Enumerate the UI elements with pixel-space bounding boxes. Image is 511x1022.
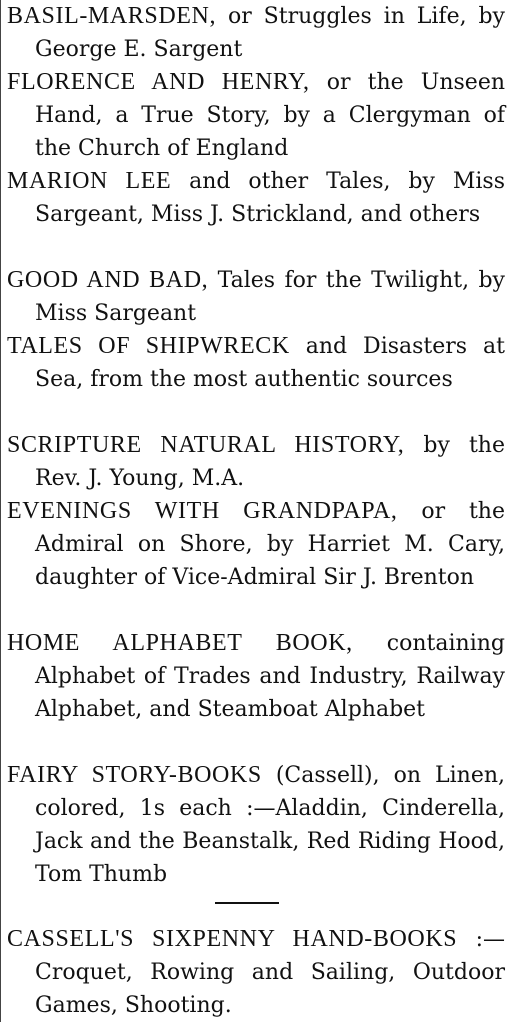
entry-description: and other Tales, by Miss Sargeant, Miss J. Strickland, and others — [35, 169, 505, 227]
entry-title: FAIRY STORY-BOOKS — [7, 762, 262, 788]
entry-basil-marsden — [7, 0, 505, 66]
entry-title: CASSELL'S SIXPENNY HAND-BOOKS — [7, 926, 458, 952]
entry-description: or Struggles in Life, by George E. Sargent — [35, 4, 505, 62]
entry-description: :—Croquet, Rowing and Sailing, Outdoor Games, Shooting. — [35, 927, 505, 1018]
entry-title: SCRIPTURE NATURAL HISTORY, — [7, 432, 405, 458]
entry-description: or the Admiral on Shore, by Harriet M. Cary, daughter of Vice-Admiral Sir J. Brenton — [35, 499, 505, 590]
entry-title: EVENINGS WITH GRANDPAPA, — [7, 498, 398, 524]
entry-description: Tales for the Twilight, by Miss Sargeant — [35, 268, 505, 326]
entry-good-and-bad — [7, 264, 505, 330]
entry-fairy-story-books — [7, 759, 505, 891]
entry-marion-lee — [7, 165, 505, 231]
entry-title: MARION LEE — [7, 168, 172, 194]
entry-evenings-with-grandpapa — [7, 495, 505, 594]
entry-home-alphabet-book — [7, 627, 505, 726]
entry-cassells-sixpenny-handbooks — [7, 923, 505, 1022]
entry-title: BASIL-MARSDEN, — [7, 3, 217, 29]
entry-description: (Cassell), on Linen, colored, 1s each :—Aladdin, Cinderella, Jack and the Beanstalk, Red Riding Hood, Tom Thumb — [35, 763, 505, 887]
entry-florence-and-henry — [7, 66, 505, 165]
entry-title: GOOD AND BAD, — [7, 267, 209, 293]
entry-title: FLORENCE AND HENRY, — [7, 69, 310, 95]
entry-description: and Disasters at Sea, from the most authentic sources — [35, 334, 505, 392]
entry-title: TALES OF SHIPWRECK — [7, 333, 290, 359]
entry-description: containing Alphabet of Trades and Industry, Railway Alphabet, and Steamboat Alphabet — [35, 631, 505, 722]
entry-scripture-natural-history — [7, 429, 505, 495]
entry-title: HOME ALPHABET BOOK, — [7, 630, 353, 656]
entry-tales-of-shipwreck — [7, 330, 505, 396]
entry-description: by the Rev. J. Young, M.A. — [35, 433, 505, 491]
entry-description: or the Unseen Hand, a True Story, by a Clergyman of the Church of England — [35, 70, 506, 161]
section-divider — [215, 902, 279, 904]
